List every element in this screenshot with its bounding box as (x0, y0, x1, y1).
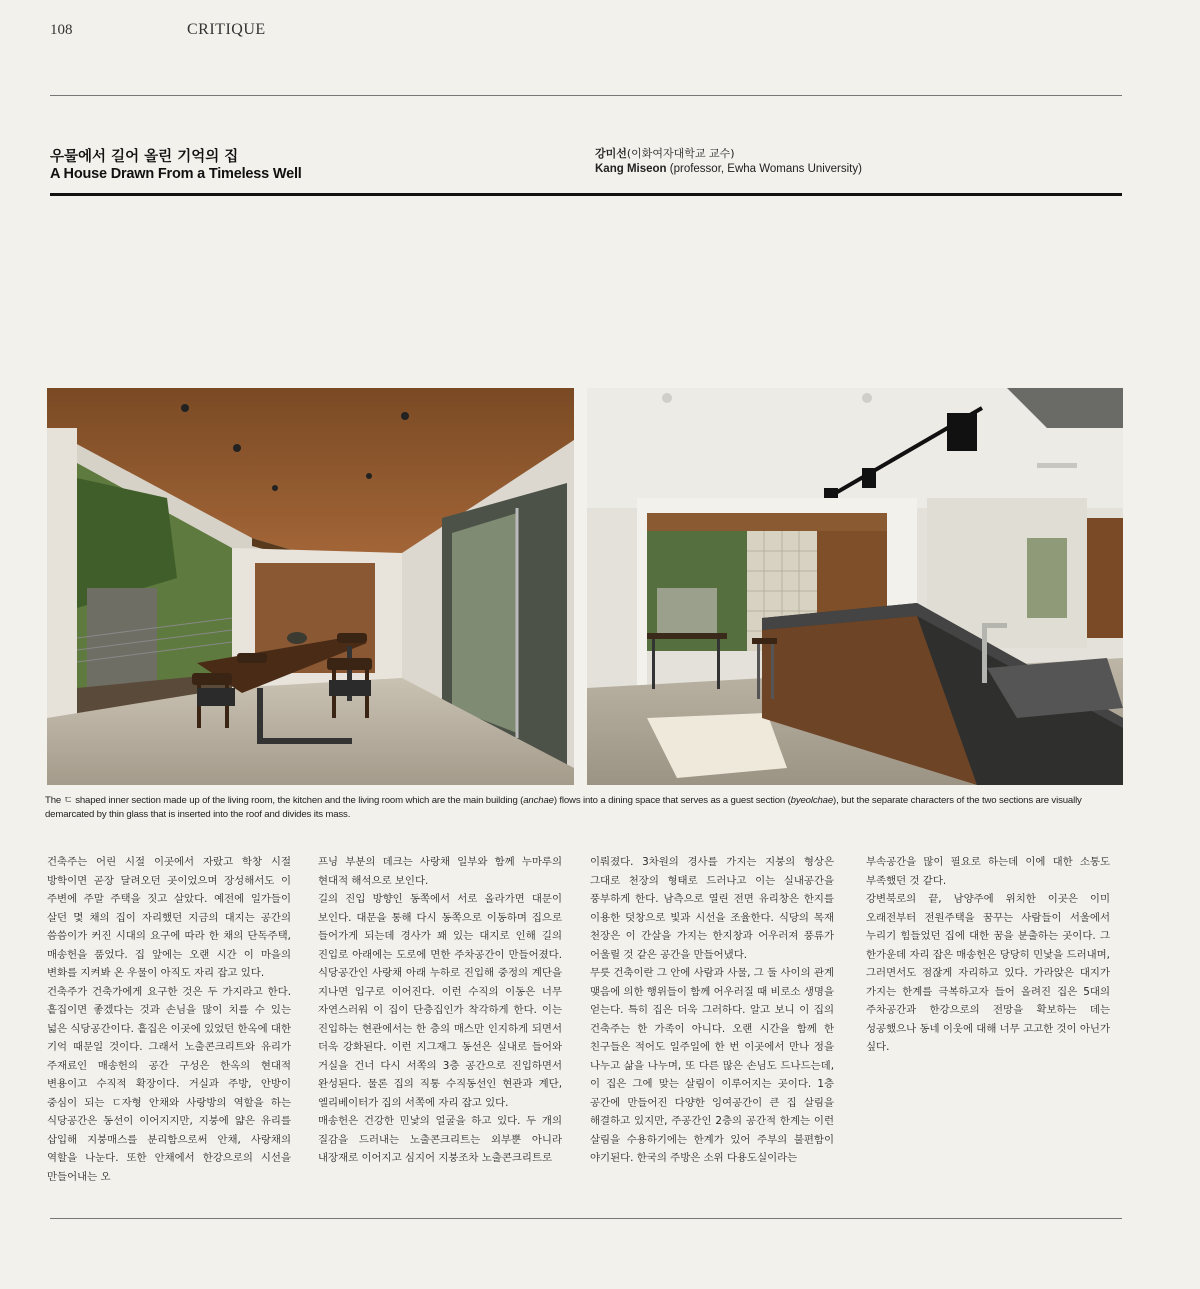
section-label: CRITIQUE (187, 21, 266, 38)
caption-term-anchae: anchae (523, 795, 554, 806)
photo-caption (45, 794, 1125, 822)
page-number: 108 (50, 22, 73, 38)
paragraph: 길의 진입 방향인 동쪽에서 서로 올라가면 대문이 보인다. 대문을 통해 다시 동쪽으로 이동하며 집으로 들어가게 되는데 경사가 꽤 있는 대지로 인해 길의 진입로 아래에는 도로에 면한 주차공간이 만들어졌다. 식당공간인 사랑채 아래 누하로 진입해 중정의 계단을 지나면 입구로 이어진다. 이런 수직의 이동은 너무 자연스러워 이 집이 단층집인가 착각하게 한다. 이는 진입하는 현관에서는 한 층의 매스만 인지하게 되면서 더욱 강화된다. 이런 지그재그 동선은 실내로 들어와 거실을 건너 다시 서쪽의 3층 공간으로 진입하면서 완성된다. 물론 집의 직통 수직동선인 현관과 계단, 엘리베이터가 집의 서쪽에 자리 잡고 있다. (318, 893, 562, 1109)
author-english-name: Kang Miseon (595, 163, 667, 175)
paragraph: 매송헌은 건강한 민낯의 얼굴을 하고 있다. 두 개의 질감을 드러내는 노출콘크리트는 외부뿐 아니라 내장재로 이어지고 심지어 지붕조차 노출콘크리트로 (318, 1115, 562, 1164)
body-column-2 (318, 853, 562, 1168)
paragraph: 강변북로의 끝, 남양주에 위치한 이곳은 이미 오래전부터 전원주택을 꿈꾸는 사람들이 서울에서 누리기 힘들었던 집에 대한 꿈을 분출하는 곳이다. 그 한가운데 자리 잡은 매송헌은 당당히 민낯을 드러내며, 그러면서도 점잖게 자리하고 있다. 가라앉은 대지가 가지는 한계를 극복하고자 들어 올려진 집은 5대의 주차공간과 한강으로의 전망을 확보하는 데는 성공했으나 동네 이웃에 대해 너무 고고한 것이 아닌가 싶다. (866, 893, 1110, 1053)
caption-term-byeolchae: byeolchae (790, 795, 834, 806)
caption-part-3: ), but the separate characters of the two sections are visually demarcated by thin glass that is inserted into the roof and divides its mass. (45, 795, 1082, 820)
top-divider (50, 95, 1122, 96)
paragraph: 무릇 건축이란 그 안에 사람과 사물, 그 둘 사이의 관계 맺음에 의한 행위들이 함께 어우러질 때 비로소 생명을 얻는다. 특히 집은 더욱 그러하다. 알고 보니 이 집의 건축주는 한 가족이 아니다. 오랜 시간을 함께 한 친구들은 적어도 일주일에 한 번 이곳에서 만나 정을 나누고 삶을 나누며, 또 다른 많은 손님도 드나드는데, 이 집은 그에 맞는 살림이 이루어지는 곳이다. 1층 공간에 만들어진 다양한 잉여공간이 큰 집 살림을 해결하고 있지만, 주공간인 2층의 공간적 한계는 이런 살림을 수용하기에는 한계가 있어 주부의 불편함이 야기된다. 한국의 주방은 소위 다용도실이라는 (590, 967, 834, 1164)
author-english (595, 163, 862, 175)
body-column-3 (590, 853, 834, 1168)
paragraph: 프닝 부분의 데크는 사랑채 일부와 함께 누마루의 현대적 해석으로 보인다. (318, 856, 562, 887)
body-column-4 (866, 853, 1110, 1057)
author-korean (595, 145, 735, 161)
author-korean-name: 강미선 (595, 147, 627, 160)
title-english: A House Drawn From a Timeless Well (50, 166, 302, 182)
bottom-divider (50, 1218, 1122, 1219)
caption-part-2: ) flows into a dining space that serves as a guest section ( (553, 795, 791, 806)
paragraph: 건축주가 건축가에게 요구한 것은 두 가지라고 한다. 흩집이면 좋겠다는 것과 손님을 많이 치를 수 있는 넓은 식당공간이다. 흩집은 이곳에 있었던 한옥에 대한 기억 때문일 것이다. 그래서 노출콘크리트와 유리가 주재료인 매송헌의 공간 구성은 한옥의 현대적 변용이고 수직적 확장이다. 거실과 주방, 안방이 중심이 되는 ㄷ자형 안채와 사랑방의 역할을 하는 식당공간은 동선이 이어지지만, 지붕에 얇은 유리를 삽입해 지붕매스를 분리함으로써 안채, 사랑채의 역할을 나눈다. 또한 안채에서 한강으로의 시선을 만들어내는 오 (47, 985, 291, 1183)
author-korean-affiliation: (이화여자대학교 교수) (626, 147, 735, 160)
kitchen-photo (587, 388, 1123, 785)
author-english-affiliation: (professor, Ewha Womans University) (669, 163, 862, 175)
title-korean: 우물에서 길어 올린 기억의 집 (50, 149, 239, 165)
paragraph: 건축주는 어린 시절 이곳에서 자랐고 학창 시절 방학이면 곧장 달려오던 곳이었으며 장성해서도 이 주변에 주말 주택을 짓고 살았다. 예전에 일가들이 살던 몇 채의 집이 자리했던 지금의 대지는 공간의 씀씀이가 커진 시대의 요구에 따라 한 채의 단독주택, 매송헌을 품었다. 집 앞에는 오랜 시간 이 마을의 변화를 지켜봐 온 우물이 아직도 자리 잡고 있다. (47, 856, 291, 979)
dining-room-photo (47, 388, 574, 785)
paragraph: 이뤄졌다. 3차원의 경사를 가지는 지붕의 형상은 그대로 천장의 형태로 드러나고 이는 실내공간을 풍부하게 한다. 남측으로 열린 전면 유리창은 한지를 이용한 덧창으로 빛과 시선을 조율한다. 식당의 목재 천장은 이 간살을 가지는 한지창과 어우러져 풍류가 어울릴 것 같은 공간을 만들어냈다. (590, 856, 834, 961)
caption-part-1: The ㄷ shaped inner section made up of the living room, the kitchen and the living room which are the main building ( (45, 795, 524, 806)
paragraph: 부속공간을 많이 필요로 하는데 이에 대한 소통도 부족했던 것 같다. (866, 856, 1110, 887)
body-column-1 (47, 853, 291, 1186)
title-divider (50, 193, 1122, 196)
